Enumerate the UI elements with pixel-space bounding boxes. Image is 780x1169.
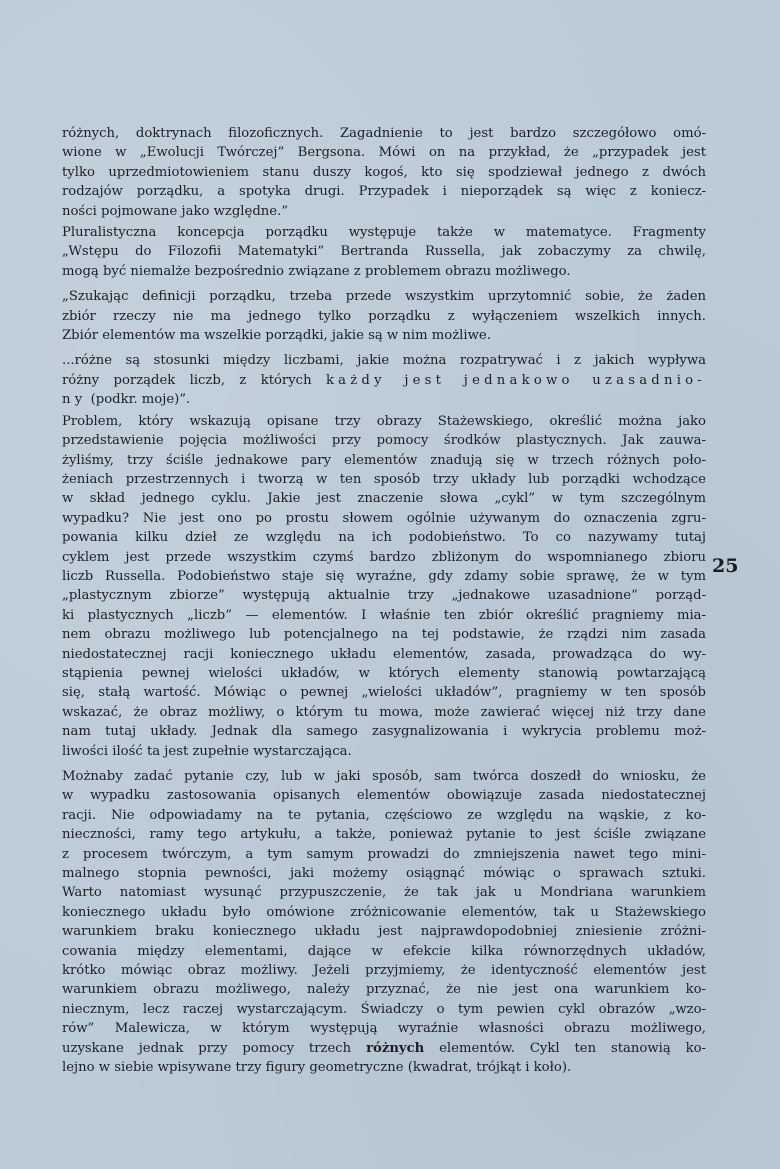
emphasized-text: ny (62, 392, 87, 408)
text-line: rów” Malewicza, w którym występują wyraźnie własności obrazu możliwego, (62, 1021, 706, 1037)
text-line: powania kilku dzieł ze względu na ich podobieństwo. To co nazywamy tutaj (62, 530, 706, 546)
text-line: niecznym, lecz raczej wystarczającym. Świadczy o tym pewien cykl obrazów „wzo- (62, 1001, 706, 1017)
bold-word: różnych (366, 1040, 425, 1056)
paragraph-stazewski (62, 412, 706, 761)
text-line: warunkiem obrazu możliwego, należy przyznać, że nie jest ona warunkiem ko- (62, 982, 706, 998)
text-line: wypadku? Nie jest ono po prostu słowem ogólnie używanym do oznaczenia zgru- (62, 510, 706, 526)
text-line: krótko mówiąc obraz możliwy. Jeżeli przyjmiemy, że identyczność elementów jest (62, 963, 706, 979)
text-line: stąpienia pewnej wielości układów, w których elementy stanowią powtarzającą (62, 665, 706, 681)
text-line: „Szukając definicji porządku, trzeba przede wszystkim uprzytomnić sobie, że żaden (62, 289, 706, 305)
text-line: „plastycznym zbiorze” występują aktualnie trzy „jednakowe uzasadnione” porząd- (62, 588, 706, 604)
text-line-bold (62, 1039, 706, 1058)
text-fragment: elementów. Cykl ten stanowią ko- (439, 1040, 706, 1056)
text-line: warunkiem braku koniecznego układu jest najprawdopodobniej zniesienie zróżni- (62, 924, 706, 940)
text-line: z procesem twórczym, a tym samym prowadzi do zmniejszenia nawet tego mini- (62, 846, 706, 862)
emphasized-text: każdy jest jednakowo uzasadnio- (325, 372, 706, 388)
text-line: Możnaby zadać pytanie czy, lub w jaki sposób, sam twórca doszedł do wniosku, że (62, 769, 706, 784)
text-line: lejno w siebie wpisywane trzy figury geometryczne (kwadrat, trójkąt i koło). (62, 1060, 572, 1076)
text-line: żyliśmy, trzy ściśle jednakowe pary elementów znadują się w trzech różnych poło- (62, 452, 706, 468)
text-line: ...różne są stosunki między liczbami, jakie można rozpatrywać i z jakich wypływa (62, 353, 706, 369)
paragraph-russell-quote (62, 287, 706, 345)
text-line: wione w „Ewolucji Twórczej” Bergsona. Mówi on na przykład, że „przypadek jest (62, 145, 706, 161)
text-line: malnego stopnia pewności, jaki możemy osiągnąć mówiąc o sprawach sztuki. (62, 866, 706, 882)
text-line: nieczności, ramy tego artykułu, a także, ponieważ pytanie to jest ściśle związane (62, 827, 706, 843)
text-line: ki plastycznych „liczb” — elementów. I właśnie ten zbiór określić pragniemy mia- (62, 607, 706, 623)
text-line: zbiór rzeczy nie ma jednego tylko porządku z wyłączeniem wszelkich innych. (62, 308, 706, 324)
text-line: „Wstępu do Filozofii Matematyki” Bertranda Russella, jak zobaczymy za chwilę, (62, 244, 706, 260)
text-line: racji. Nie odpowiadamy na te pytania, częściowo ze względu na wąskie, z ko- (62, 807, 706, 823)
page-number: 25 (712, 555, 739, 577)
text-line: liwości ilość ta jest zupełnie wystarczająca. (62, 743, 352, 759)
text-line: cowania między elementami, dające w efekcie kilka równorzędnych układów, (62, 943, 706, 959)
paragraph-bergson (62, 124, 706, 221)
text-line: nam tutaj układy. Jednak dla samego zasygnalizowania i wykrycia problemu moż- (62, 724, 706, 740)
text-line: Problem, który wskazują opisane trzy obrazy Stażewskiego, określić można jako (62, 413, 706, 429)
text-line: ności pojmowane jako względne.” (62, 203, 288, 219)
paragraph-malewicz (62, 767, 706, 1078)
text-line: cyklem jest przede wszystkim czymś bardzo zbliżonym do wspomnianego zbioru (62, 549, 706, 565)
text-fragment: różny porządek liczb, z których (62, 372, 312, 388)
text-line: w skład jednego cyklu. Jakie jest znaczenie słowa „cykl” w tym szczególnym (62, 491, 706, 507)
text-line: Warto natomiast wysunąć przypuszczenie, że tak jak u Mondriana warunkiem (62, 885, 706, 901)
text-line: wskazać, że obraz możliwy, o którym tu mowa, może zawierać więcej niż trzy dane (62, 704, 706, 720)
text-line: rodzajów porządku, a spotyka drugi. Przypadek i nieporządek są więc z koniecz- (62, 184, 706, 200)
text-line: przedstawienie pojęcia możliwości przy pomocy środków plastycznych. Jak zauwa- (62, 433, 706, 449)
text-column (62, 124, 706, 1080)
text-fragment: (podkr. moje)”. (90, 392, 191, 408)
text-line-spaced (62, 371, 706, 390)
text-line: różnych, doktrynach filozoficznych. Zagadnienie to jest bardzo szczegółowo omó- (62, 126, 706, 141)
text-line: niedostatecznej racji koniecznego układu elementów, zasada, prowadząca do wy- (62, 646, 706, 662)
text-fragment: uzyskane jednak przy pomocy trzech (62, 1040, 352, 1056)
text-line: żeniach przestrzennych i tworzą w ten sposób trzy układy lub porządki wchodzące (62, 471, 706, 487)
text-line: się, stałą wartość. Mówiąc o pewnej „wielości układów”, pragniemy w ten sposób (62, 685, 706, 701)
text-line (62, 390, 706, 409)
text-line: Zbiór elementów ma wszelkie porządki, jakie są w nim możliwe. (62, 328, 491, 344)
text-line: mogą być niemalże bezpośrednio związane z problemem obrazu możliwego. (62, 263, 571, 279)
paragraph-russell-quote-cont (62, 351, 706, 409)
text-line: Pluralistyczna koncepcja porządku występuje także w matematyce. Fragmenty (62, 225, 706, 241)
text-line: nem obrazu możliwego lub potencjalnego na tej podstawie, że rządzi nim zasada (62, 627, 706, 643)
text-line: tylko uprzedmiotowieniem stanu duszy kogoś, kto się spodziewał jednego z dwóch (62, 164, 706, 180)
text-line: w wypadku zastosowania opisanych elementów obowiązuje zasada niedostatecznej (62, 788, 706, 804)
text-line: liczb Russella. Podobieństwo staje się wyraźne, gdy zdamy sobie sprawę, że w tym (62, 568, 706, 584)
text-line: koniecznego układu było omówione zróżnicowanie elementów, tak u Stażewskiego (62, 904, 706, 920)
paragraph-russell-intro (62, 223, 706, 281)
